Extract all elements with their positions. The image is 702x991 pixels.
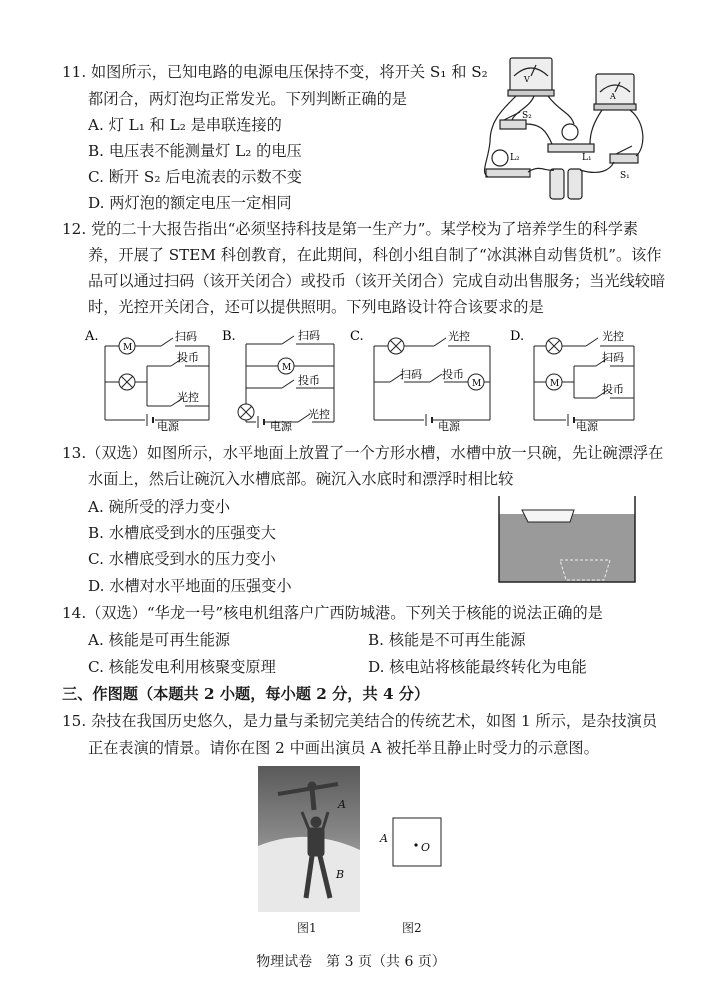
q13-option-c: C. 水槽底受到水的压力变小 [88,550,276,568]
q13-option-b: B. 水槽底受到水的压强变大 [88,524,276,542]
ammeter-label: A [610,92,616,101]
switch-light-label: 光控 [308,408,330,421]
lamp-l2-label: L₂ [510,153,520,163]
figure-1-caption: 图1 [297,921,317,935]
q11-option-b: B. 电压表不能测量灯 L₂ 的电压 [88,142,302,160]
circuit-a-letter: A. [85,329,99,344]
switch-s2-label: S₂ [522,111,532,121]
acrobat-photo [258,766,360,912]
motor-icon: M [472,379,482,389]
power-label: 电源 [576,420,598,432]
point-o-label: O [421,841,431,854]
q14-option-c: C. 核能发电利用核聚变原理 [88,658,276,676]
q13-option-d: D. 水槽对水平地面的压强变小 [88,577,292,595]
q11-line1: 11. 如图所示，已知电路的电源电压保持不变，将开关 S₁ 和 S₂ [62,63,488,81]
switch-scan-label: 扫码 [400,368,422,381]
q14-option-b: B. 核能是不可再生能源 [368,631,526,649]
circuit-diagram-c [350,326,500,432]
switch-scan-label: 扫码 [175,330,197,343]
switch-light-label: 光控 [602,330,624,343]
q11-option-a: A. 灯 L₁ 和 L₂ 是串联连接的 [88,116,282,134]
performer-b-label: B [336,868,345,881]
switch-light-label: 光控 [448,330,470,343]
water-tank-figure [498,496,636,584]
power-label: 电源 [270,420,292,432]
motor-icon: M [282,363,292,373]
motor-icon: M [123,343,133,353]
power-label: 电源 [438,420,460,432]
q11-option-d: D. 两灯泡的额定电压一定相同 [88,194,292,212]
switch-s1-label: S₁ [620,171,630,181]
q11-option-c: C. 断开 S₂ 后电流表的示数不变 [88,168,302,186]
q13-line2: 水面上，然后让碗沉入水槽底部。碗沉入水底时和漂浮时相比较 [88,470,514,488]
q12-line1: 12. 党的二十大报告指出“必须坚持科技是第一生产力”。某学校为了培养学生的科学素 [62,220,639,238]
switch-coin-label: 投币 [442,368,464,381]
q11-line2: 都闭合，两灯泡均正常发光。下列判断正确的是 [88,90,407,108]
q14-line1: 14.（双选）“华龙一号”核电机组落户广西防城港。下列关于核能的说法正确的是 [62,604,603,622]
switch-coin-label: 投币 [298,374,320,387]
circuit-c-letter: C. [350,329,364,344]
switch-light-label: 光控 [177,391,199,404]
lamp-l1-label: L₁ [582,153,592,163]
figure-2-caption: 图2 [402,921,422,935]
circuit-b-letter: B. [222,329,236,344]
q13-option-a: A. 碗所受的浮力变小 [88,498,231,516]
section-3-title: 三、作图题（本题共 2 小题，每小题 2 分，共 4 分） [62,685,430,703]
q11-circuit-figure [470,52,648,204]
circuit-diagram-a [85,326,215,432]
power-label: 电源 [157,420,179,432]
motor-icon: M [550,379,560,389]
object-a-label: A [380,832,388,845]
switch-coin-label: 投币 [602,383,624,396]
circuit-diagram-d [510,326,640,432]
q13-line1: 13.（双选）如图所示，水平地面上放置了一个方形水槽，水槽中放一只碗，先让碗漂浮在 [62,444,664,462]
voltmeter-label: V [524,75,530,84]
switch-scan-label: 扫码 [298,329,320,342]
force-diagram-figure [378,814,448,872]
q15-line2: 正在表演的情景。请你在图 2 中画出演员 A 被托举且静止时受力的示意图。 [88,739,599,757]
performer-a-label: A [338,798,346,811]
circuit-d-letter: D. [510,329,525,344]
switch-coin-label: 投币 [177,351,199,364]
switch-scan-label: 扫码 [602,351,624,364]
page-footer: 物理试卷 第 3 页（共 6 页） [256,954,446,970]
q15-line1: 15. 杂技在我国历史悠久，是力量与柔韧完美结合的传统艺术，如图 1 所示，是杂技演员 [62,712,658,730]
q12-line3: 品可以通过扫码（该开关闭合）或投币（该开关闭合）完成自动出售服务；当光线较暗 [88,272,666,290]
q14-option-a: A. 核能是可再生能源 [88,631,231,649]
q14-option-d: D. 核电站将核能最终转化为电能 [368,658,587,676]
q12-line4: 时，光控开关闭合，还可以提供照明。下列电路设计符合该要求的是 [88,298,544,316]
circuit-diagram-b [222,326,352,432]
q12-line2: 养，开展了 STEM 科创教育，在此期间，科创小组自制了“冰淇淋自动售货机”。该作 [88,246,662,264]
